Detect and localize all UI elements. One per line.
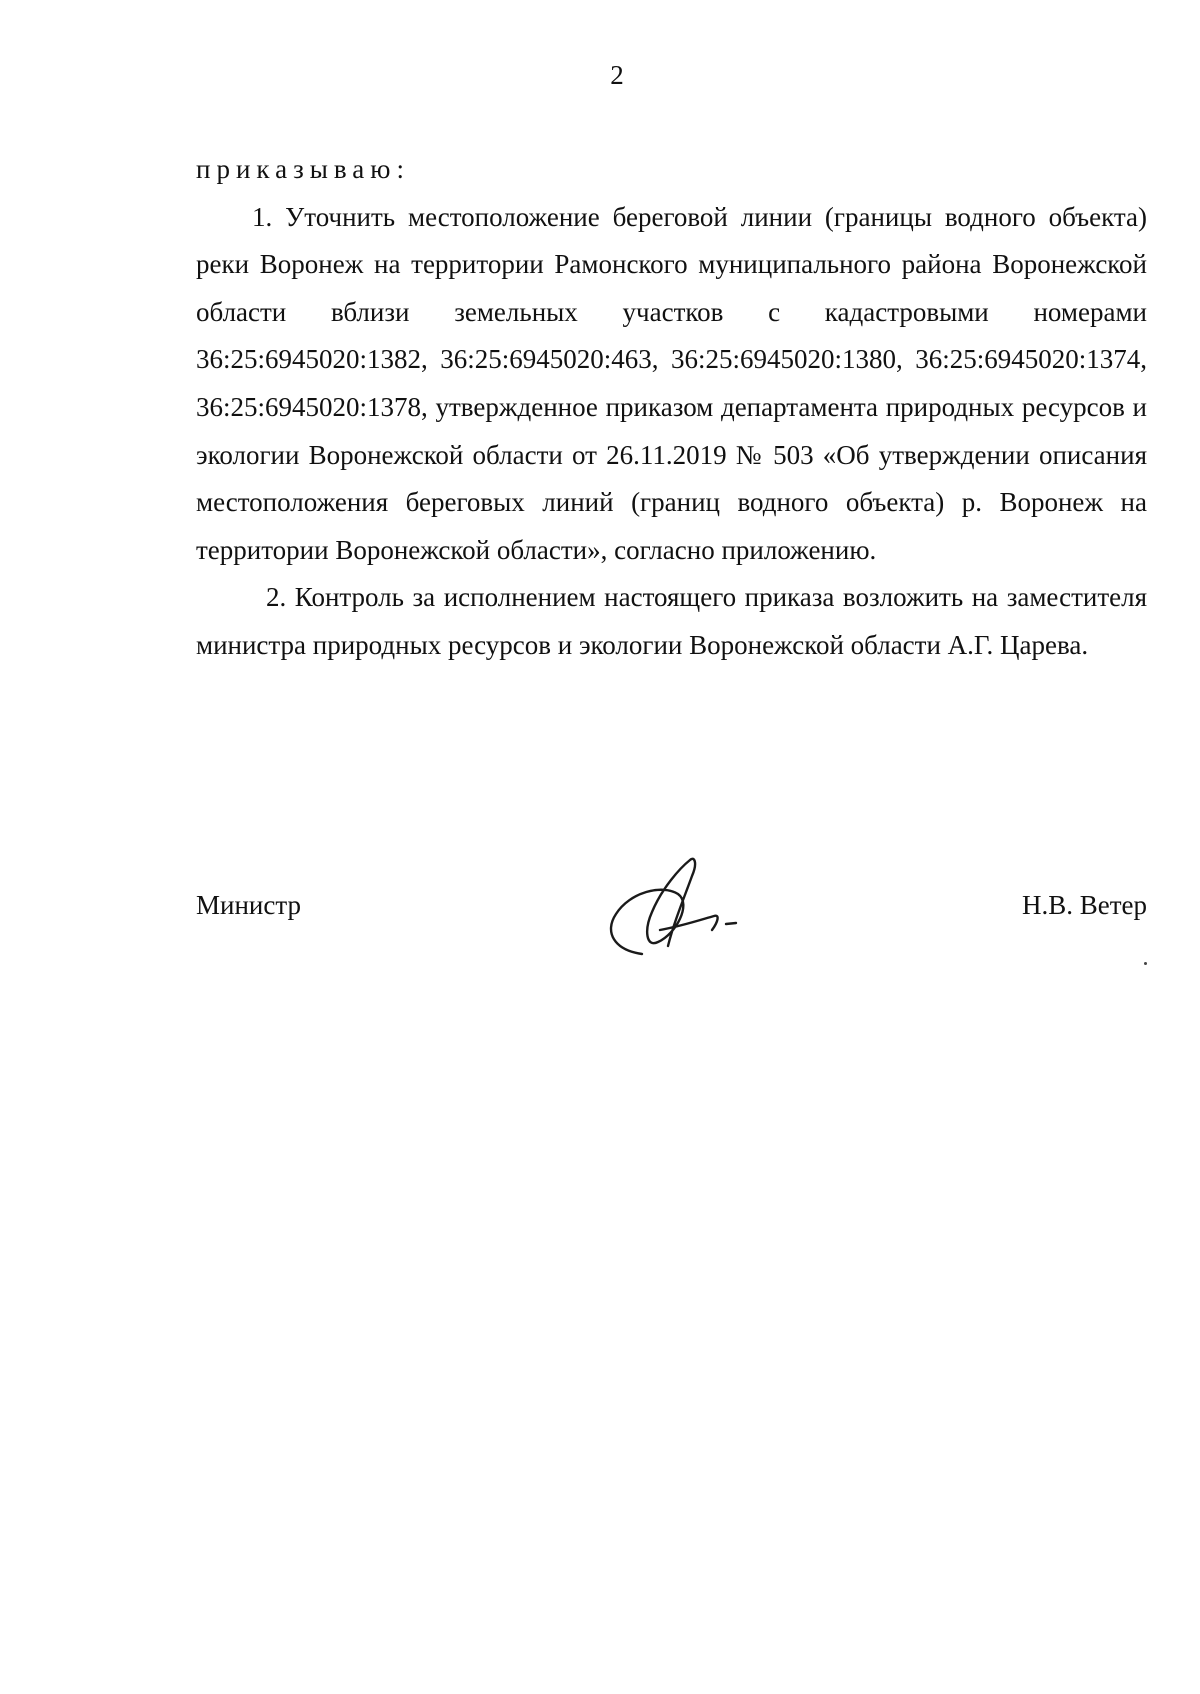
signature-block xyxy=(196,876,1147,966)
document-body xyxy=(196,146,1147,670)
paragraph-1: 1. Уточнить местоположение береговой линии (границы водного объекта) реки Воронеж на территории Рамонского муниципального района Воронежской области вблизи земельных участков с кадастровыми номерами 36:25:6945020:1382, 36:25:6945020:463, 36:25:6945020:1380, 36:25:6945020:1374, 36:25:6945020:1378, утвержденное приказом департамента природных ресурсов и экологии Воронежской области от 26.11.2019 № 503 «Об утверждении описания местоположения береговых линий (границ водного объекта) р. Воронеж на территории Воронежской области», согласно приложению. xyxy=(196,201,1147,565)
decree-word: приказываю: xyxy=(196,154,410,184)
scan-speck xyxy=(1144,962,1147,965)
signer-name: Н.В. Ветер xyxy=(1021,890,1147,920)
handwritten-signature xyxy=(586,850,756,960)
signer-position: Министр xyxy=(196,890,301,920)
page-number: 2 xyxy=(610,60,624,90)
paragraph-2: 2. Контроль за исполнением настоящего приказа возложить на заместителя министра природных ресурсов и экологии Воронежской области А.Г. Царева. xyxy=(196,582,1147,660)
